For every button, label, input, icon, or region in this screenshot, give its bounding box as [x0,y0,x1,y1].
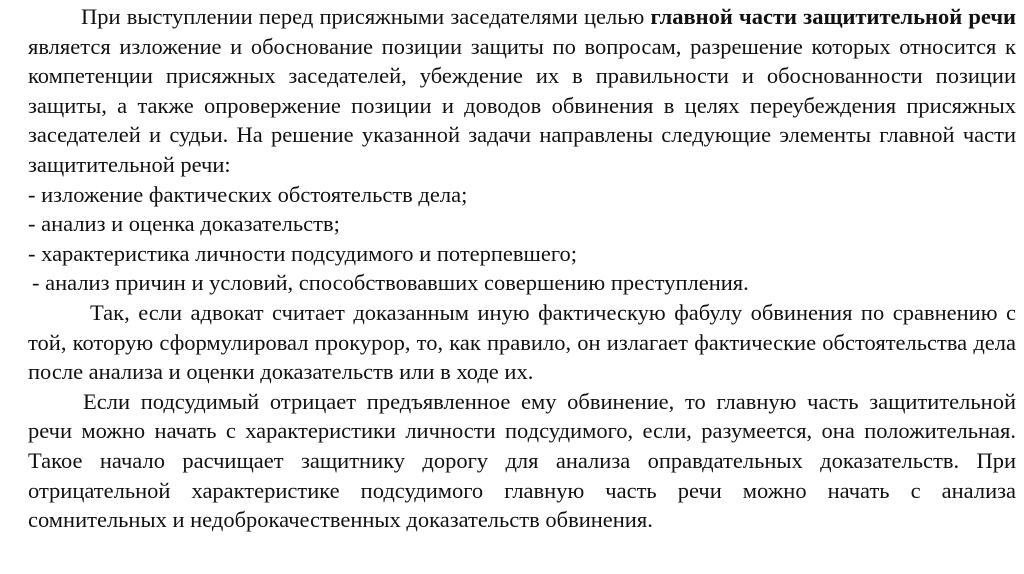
paragraph-goal-body: является изложение и обоснование позиции защиты по вопросам, разрешение которых относится к компетенции присяжных заседателей, убеждение их в правильности и обоснованности позиции защиты, а также опровержение позиции и доводов обвинения в целях переубеждения присяжных заседателей и судьи. На решение указанной задачи направлены следующие элементы главной части защитительной речи: [28,33,1016,177]
list-item-facts: - изложение фактических обстоятельств дела; [28,181,468,207]
list-item-evidence: - анализ и оценка доказательств; [28,211,340,237]
paragraph-goal-bold-term: главной части защитительной речи [650,4,1016,29]
paragraph-goal [28,2,1016,180]
paragraph-defendant-denies: Если подсудимый отрицает предъявленное ему обвинение, то главную часть защитительной речи можно начать с характеристики личности подсудимого, если, разумеется, она положительная. Такое начало расчищает защитнику дорогу для анализа оправдательных доказательств. При отрицательной характеристике подсудимого главную часть речи можно начать с анализа сомнительных и недоброкачественных доказательств обвинения. [28,388,1016,533]
list-item-personality: - характеристика личности подсудимого и потерпевшего; [28,240,578,266]
list-item-causes: - анализ причин и условий, способствовавших совершению преступления. [32,270,749,296]
paragraph-lawyer-version: Так, если адвокат считает доказанным иную фактическую фабулу обвинения по сравнению с той, которую сформулировал прокурор, то, как правило, он излагает фактические обстоятельства дела после анализа и оценки доказательств или в ходе их. [28,299,1016,385]
paragraph-goal-lead: При выступлении перед присяжными заседателями целью [81,4,651,29]
